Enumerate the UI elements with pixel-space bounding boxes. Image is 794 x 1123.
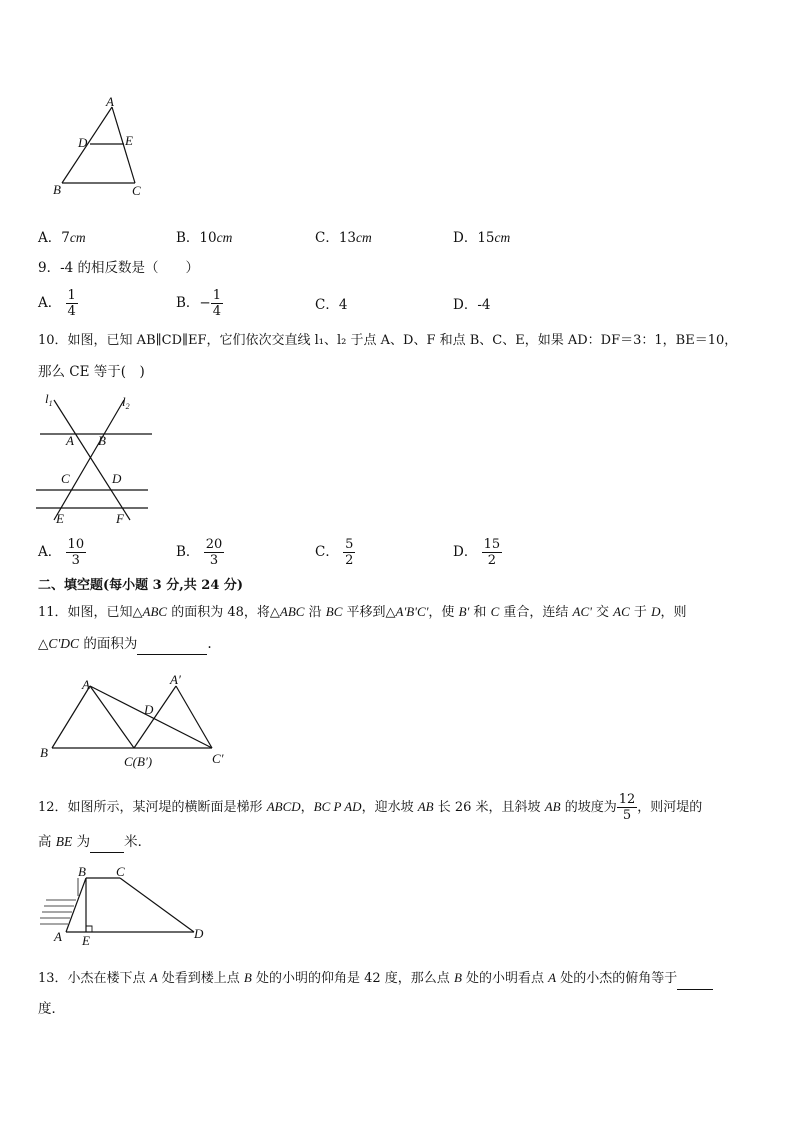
q10-label-e: E xyxy=(56,511,64,526)
q11-label-c-b-prime: C(B′) xyxy=(124,754,153,769)
q12-stem-line1: 12．如图所示，某河堤的横断面是梯形 ABCD，BC P AD，迎水坡 AB 长 26 米，且斜坡 AB 的坡度为 $\frac{12}{5}$ ，则河堤的 xyxy=(38,792,703,823)
q10-option-a[interactable] xyxy=(38,537,86,568)
q9-option-d[interactable] xyxy=(453,295,490,315)
q12-answer-blank[interactable] xyxy=(90,832,124,853)
q8-label-d: D xyxy=(78,135,88,150)
q8-option-c[interactable] xyxy=(315,228,372,248)
q9-option-b[interactable] xyxy=(176,288,223,319)
q10-option-d[interactable] xyxy=(453,537,502,568)
q10-label-b: B xyxy=(98,433,106,448)
q8-label-c: C xyxy=(132,183,141,198)
q9-option-c-value: 4 xyxy=(338,297,348,313)
q10-option-a-fraction: $\frac{10}{3}$ xyxy=(67,537,85,568)
q10-stem-line2: 那么 CE 等于( ) xyxy=(38,364,145,380)
q8-option-b-value: 10 xyxy=(199,230,217,246)
q9-option-a-letter: A． xyxy=(38,295,62,311)
q8-option-d-value: 15 xyxy=(477,230,495,246)
q10-label-f: F xyxy=(116,511,124,526)
q10-option-b[interactable] xyxy=(176,537,224,568)
q9-option-a-fraction: $\frac{1}{4}$ xyxy=(67,288,76,319)
q10-option-a-letter: A． xyxy=(38,544,62,560)
q10-stem-line1: 10．如图，已知 AB∥CD∥EF，它们依次交直线 l₁、l₂ 于点 A、D、F 和点 B、C、E，如果 AD：DF＝3：1，BE＝10， xyxy=(38,333,738,348)
q8-option-a-unit: cm xyxy=(69,230,86,245)
q10-option-c-letter: C． xyxy=(315,544,339,560)
q10-option-b-fraction: $\frac{20}{3}$ xyxy=(205,537,223,568)
q11-label-d: D xyxy=(144,702,154,717)
q9-stem: 9．-4 的相反数是（ ） xyxy=(38,260,200,276)
q10-label-d: D xyxy=(112,471,122,486)
q11-answer-blank[interactable] xyxy=(137,634,207,655)
q8-label-e: E xyxy=(125,133,133,148)
q8-option-b[interactable] xyxy=(176,228,232,248)
q10-option-c[interactable] xyxy=(315,537,355,568)
q9-option-c[interactable] xyxy=(315,295,347,315)
q13-answer-blank[interactable] xyxy=(677,969,713,990)
q12-label-e: E xyxy=(82,933,90,948)
q11-label-b: B xyxy=(40,745,48,760)
q8-option-d-unit: cm xyxy=(494,230,511,245)
q8-option-b-letter: B． xyxy=(176,230,200,246)
q8-option-d[interactable] xyxy=(453,228,510,248)
q9-option-c-letter: C． xyxy=(315,297,339,313)
q8-option-d-letter: D． xyxy=(453,230,478,246)
q12-label-a: A xyxy=(54,929,62,944)
q8-option-a[interactable] xyxy=(38,228,86,248)
q12-label-d: D xyxy=(194,926,204,941)
q10-option-b-letter: B． xyxy=(176,544,200,560)
q11-stem-line2: △C'DC 的面积为 . xyxy=(38,634,212,655)
q10-parallel-lines-figure xyxy=(32,390,162,530)
section-heading-fill-in: 二、填空题(每小题 3 分,共 24 分) xyxy=(38,578,244,593)
q9-option-d-value: -4 xyxy=(477,297,491,313)
q12-slope-ratio: $\frac{12}{5}$ xyxy=(618,792,636,823)
q9-option-d-letter: D． xyxy=(453,297,478,313)
q8-option-c-letter: C． xyxy=(315,230,339,246)
q8-option-c-value: 13 xyxy=(338,230,357,246)
q11-label-a-prime: A′ xyxy=(170,672,181,687)
q13-stem-line1: 13．小杰在楼下点 A 处看到楼上点 B 处的小明的仰角是 42 度，那么点 B 处的小明看点 A 处的小杰的俯角等于 xyxy=(38,968,713,990)
q8-option-a-letter: A． xyxy=(38,230,62,246)
q11-label-a: A xyxy=(82,677,90,692)
q8-label-a: A xyxy=(106,94,114,109)
q10-label-l2: $l_2$ xyxy=(122,394,130,411)
q9-option-b-sign: − xyxy=(199,295,211,311)
q11-translated-triangles-figure xyxy=(38,672,238,772)
q10-option-c-fraction: $\frac{5}{2}$ xyxy=(345,537,354,568)
q8-option-c-unit: cm xyxy=(356,230,372,245)
q12-label-c: C xyxy=(116,864,125,879)
q10-option-d-fraction: $\frac{15}{2}$ xyxy=(483,537,501,568)
q12-stem-line2: 高 BE 为 米． xyxy=(38,832,151,853)
q11-stem-line1: 11．如图，已知△ABC 的面积为 48，将△ABC 沿 BC 平移到△A'B'C'，使 B' 和 C 重合，连结 AC' 交 AC 于 D，则 xyxy=(38,604,687,620)
q8-label-b: B xyxy=(53,182,61,197)
q10-option-d-letter: D． xyxy=(453,544,478,560)
q8-option-a-value: 7 xyxy=(61,230,70,246)
q10-label-l1: $l_1$ xyxy=(45,391,53,408)
q9-option-a[interactable] xyxy=(38,288,78,319)
q8-triangle-figure xyxy=(50,95,170,205)
q12-label-b: B xyxy=(78,864,86,879)
q10-label-c: C xyxy=(61,471,70,486)
q9-option-b-letter: B． xyxy=(176,295,200,311)
q12-trapezoid-dam-figure xyxy=(36,866,216,946)
q11-label-c-prime: C′ xyxy=(212,751,224,766)
q13-stem-line2: 度． xyxy=(38,1001,65,1017)
q9-option-b-fraction: $\frac{1}{4}$ xyxy=(212,288,222,319)
q8-option-b-unit: cm xyxy=(216,230,233,245)
q10-label-a: A xyxy=(66,433,74,448)
